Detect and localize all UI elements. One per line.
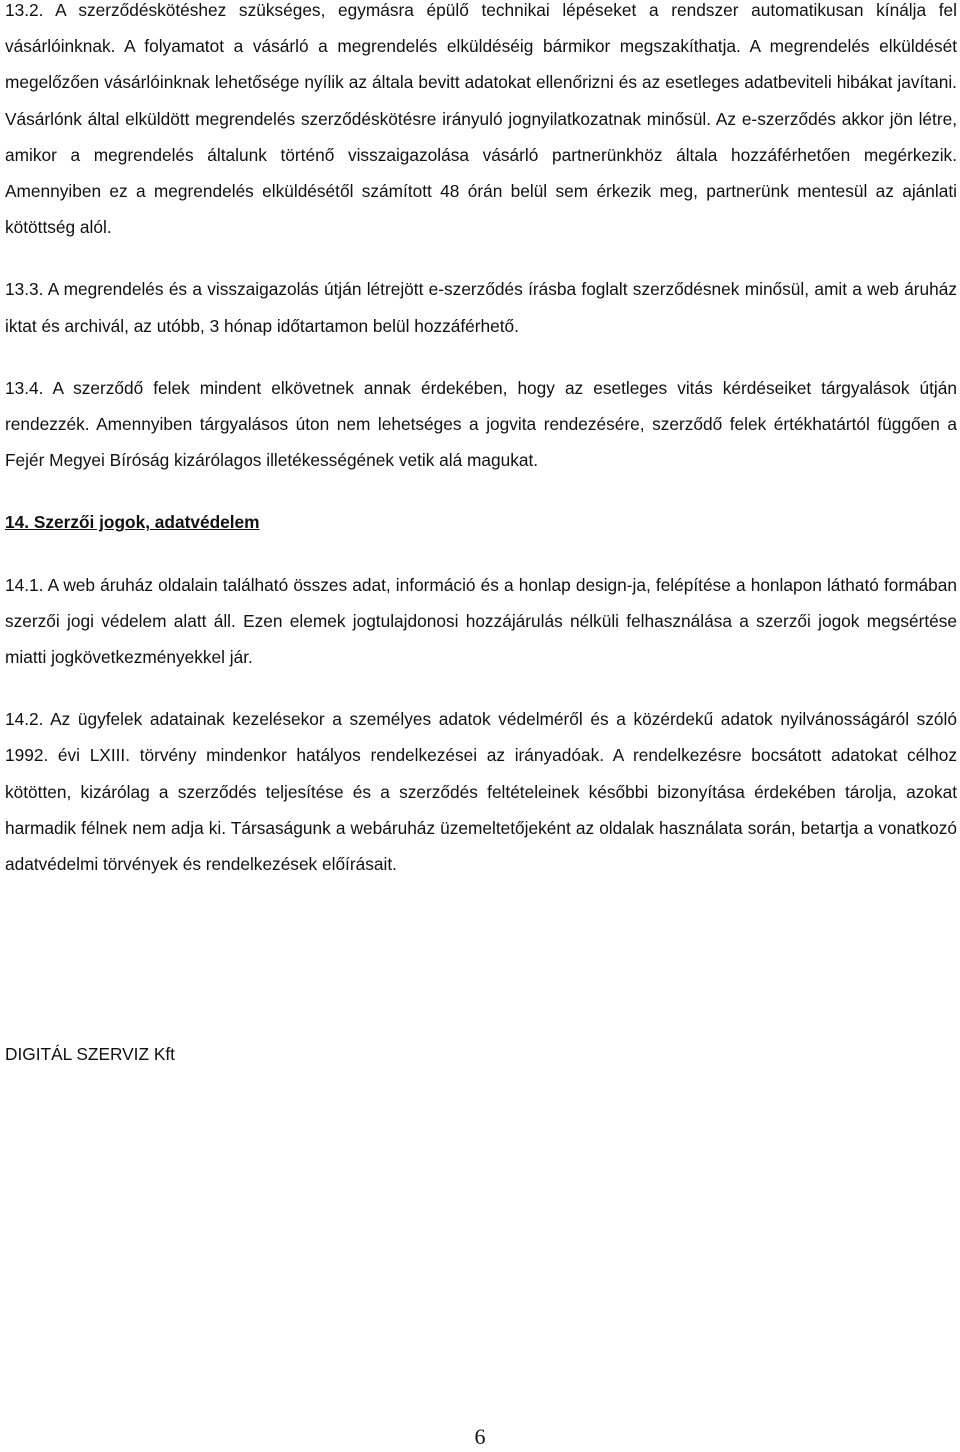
- paragraph-14-2: 14.2. Az ügyfelek adatainak kezelésekor a személyes adatok védelméről és a közérdekű adatok nyilvánosságáról szóló 1992. évi LXIII. törvény mindenkor hatályos rendelkezései az irányadóak. A rendelkezésre bocsátott adatokat célhoz kötötten, kizárólag a szerződés teljesítése és a szerződés feltételeinek későbbi bizonyítása érdekében tárolja, azokat harmadik félnek nem adja ki. Társaságunk a webáruház üzemeltetőjeként az oldalak használata során, betartja a vonatkozó adatvédelmi törvények és rendelkezések előírásait.: [5, 709, 957, 875]
- section-heading-14: 14. Szerzői jogok, adatvédelem: [5, 512, 260, 533]
- document-page: [5, 0, 957, 882]
- page-number: 6: [474, 1424, 486, 1449]
- paragraph-gap: [5, 675, 957, 701]
- paragraph-gap: [5, 541, 957, 567]
- paragraph-gap: [5, 344, 957, 370]
- paragraph-13-3: 13.3. A megrendelés és a visszaigazolás útján létrejött e-szerződés írásba foglalt szerződésnek minősül, amit a web áruház iktat és archivál, az utóbb, 3 hónap időtartamon belül hozzáférhető.: [5, 279, 957, 336]
- paragraph-gap: [5, 478, 957, 504]
- paragraph-13-2: 13.2. A szerződéskötéshez szükséges, egymásra épülő technikai lépéseket a rendszer automatikusan kínálja fel vásárlóinknak. A folyamatot a vásárló a megrendelés elküldéséig bármikor megszakíthatja. A megrendelés elküldését megelőzően vásárlóinknak lehetősége nyílik az általa bevitt adatokat ellenőrizni és az esetleges adatbeviteli hibákat javítani. Vásárlónk által elküldött megrendelés szerződéskötésre irányuló jognyilatkozatnak minősül. Az e-szerződés akkor jön létre, amikor a megrendelés általunk történő visszaigazolása vásárló partnerünkhöz általa hozzáférhetően megérkezik. Amennyiben ez a megrendelés elküldésétől számított 48 órán belül sem érkezik meg, partnerünk mentesül az ajánlati kötöttség alól.: [5, 0, 957, 238]
- paragraph-13-4: 13.4. A szerződő felek mindent elkövetnek annak érdekében, hogy az esetleges vitás kérdéseiket tárgyalások útján rendezzék. Amennyiben tárgyalásos úton nem lehetséges a jogvita rendezésére, szerződő felek értékhatártól függően a Fejér Megyei Bíróság kizárólagos illetékességének vetik alá magukat.: [5, 377, 957, 471]
- company-signature: DIGITÁL SZERVIZ Kft: [5, 1044, 175, 1064]
- paragraph-gap: [5, 245, 957, 271]
- paragraph-14-1: 14.1. A web áruház oldalain található összes adat, információ és a honlap design-ja, felépítése a honlapon látható formában szerzői jogi védelem alatt áll. Ezen elemek jogtulajdonosi hozzájárulás nélküli felhasználása a szerzői jogok megsértése miatti jogkövetkezményekkel jár.: [5, 574, 957, 668]
